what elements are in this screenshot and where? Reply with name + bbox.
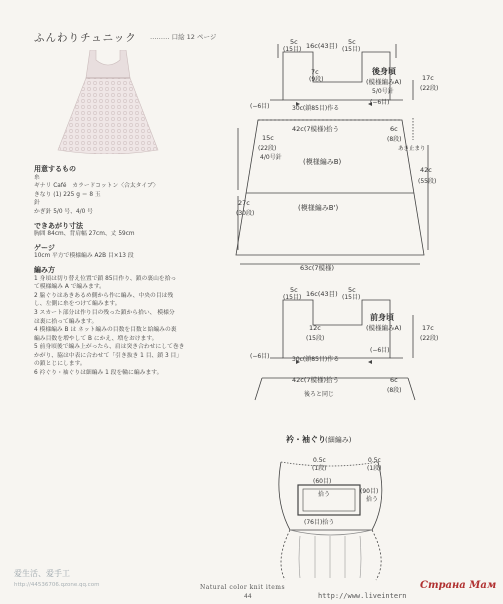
back-right-height: 17c [422, 74, 434, 82]
front-right-height-rows: (22段) [420, 335, 439, 342]
back-chain-base: 30c(鎖85目)作る [292, 105, 340, 112]
back-slit-label: あき止まり [398, 146, 426, 152]
front-pattern-a: (模様編みA) [366, 324, 402, 332]
back-shoulder-right-stitches: (15目) [342, 46, 361, 53]
back-right-42-rows: (55段) [418, 178, 437, 185]
front-shoulder-left: 5c [290, 286, 298, 294]
back-neck-drop-rows: (9段) [309, 76, 324, 83]
front-shoulder-right-stitches: (15目) [342, 294, 361, 301]
back-needle-5: 5/0号針 [372, 88, 394, 95]
back-title: 後身頃 [372, 67, 396, 76]
front-chain-base: 30c(鎖85目)作る [292, 356, 340, 363]
step-line: 1 身頃は切り替え位置で鎖 85目作り、鎖の裏山を拾っ [34, 275, 177, 282]
gauge-heading: ゲージ [34, 243, 55, 252]
edging-arm-90-pickup: 拾う [366, 496, 379, 503]
step-line: 編み目数を増やして B にかえ、増をおけます。 [34, 335, 158, 342]
front-title: 前身頃 [370, 313, 394, 322]
watermark-left-url: http://44536706.qzone.qq.com [14, 582, 100, 588]
steps-heading: 編み方 [34, 265, 55, 274]
back-bottom-width: 63c(7模様) [300, 264, 335, 272]
edging-left-05-rows: (1段) [312, 465, 327, 472]
page-reference: ……… 口絵 12 ページ [150, 33, 217, 41]
front-right-6c-rows: (8段) [387, 387, 402, 394]
back-pattern-b: (模様編みB) [303, 158, 342, 166]
step-line: て模様編み A で編みます。 [34, 284, 105, 291]
front-pickup-width: 42c(7模様)拾う [292, 376, 340, 384]
edging-right-05-rows: (1段) [367, 465, 382, 472]
edging-subtitle: (細編み) [325, 436, 352, 444]
back-armhole-left: (−6目) [250, 103, 270, 110]
watermark-left: 爱生活、爱手工 [14, 569, 70, 578]
finished-size-text: 胸囲 84cm、背肩幅 27cm、丈 59cm [34, 231, 135, 238]
back-left-15: 15c [262, 134, 274, 142]
back-right-6c-rows: (8段) [387, 136, 402, 143]
back-right-42: 42c [420, 166, 432, 174]
watermark-logo: Страна Мам [420, 580, 497, 591]
step-line: 5 前身頃後で編み上がったら、肩は突き合わせにして巻き [34, 344, 185, 351]
edging-neck-60-pickup: 拾う [318, 491, 331, 498]
back-pattern-b-prime: (模様編みB') [298, 204, 339, 212]
step-line: の鎖とじにします。 [34, 361, 86, 368]
edging-bottom-76: (76目)拾う [304, 519, 335, 526]
edging-arm-90: (90目) [360, 488, 379, 495]
front-neck-drop-rows: (15段) [306, 335, 325, 342]
back-left-27-rows: (30段) [236, 210, 255, 217]
back-right-6c: 6c [390, 125, 398, 133]
page-title: ふんわりチュニック [34, 32, 137, 44]
edging-neck [298, 485, 360, 515]
back-pickup-width: 42c(7模様)拾う [292, 125, 340, 133]
step-line: 4 模様編み B は ネット編みの目数を目数と給編みの裏 [34, 327, 177, 334]
back-left-27: 27c [238, 199, 250, 207]
back-shoulder-left: 5c [290, 38, 298, 46]
materials-line: 糸 [34, 174, 40, 181]
edging-right-05: 0.5c [368, 457, 381, 464]
back-pattern-a: (模様編みA) [366, 78, 402, 86]
front-shoulder-right: 5c [348, 286, 356, 294]
back-needle-4: 4/0号針 [260, 154, 282, 161]
back-left-15-rows: (22段) [258, 145, 277, 152]
back-neck-drop: 7c [311, 68, 319, 76]
step-line: し、左側に糸をつけて編みます。 [34, 301, 121, 308]
front-same-as-back: 後ろと同じ [304, 391, 335, 398]
edging-title: 衿・袖ぐり [286, 435, 326, 444]
footer-series: Natural color knit items [200, 584, 286, 591]
step-line: 3 スカート部分は作り目の残った鎖から拾い、 模様分 [34, 309, 175, 316]
materials-line: きなり (1) 225 g ＝ 8 玉 [34, 191, 101, 198]
edging-neck-60: (60目) [313, 478, 332, 485]
gauge-text: 10cm 平方で模様編み A2B 目×13 段 [34, 253, 134, 260]
materials-line: かぎ針 5/0 号、4/0 号 [34, 208, 93, 215]
step-line: 6 衿ぐり・袖ぐりは細編み 1 段を輪に編みます。 [34, 370, 163, 377]
front-neck-drop: 12c [309, 324, 321, 332]
back-neck-width: 16c(43目) [306, 42, 338, 50]
step-line: 2 脇ぐりはあきあるめ側から作に編み、中央の目は残 [34, 292, 174, 299]
back-right-height-rows: (22段) [420, 85, 439, 92]
front-right-height: 17c [422, 324, 434, 332]
finished-size-heading: できあがり寸法 [34, 221, 83, 230]
edging-left-05: 0.5c [313, 457, 326, 464]
back-armhole-right: (−6目) [370, 99, 390, 106]
front-neck-width: 16c(43目) [306, 290, 338, 298]
front-right-6c: 6c [390, 376, 398, 384]
materials-line: ギナリ Café カラードコットン〈合太タイプ〉 [34, 183, 159, 190]
back-shoulder-right: 5c [348, 38, 356, 46]
page-number: 44 [244, 593, 252, 600]
front-shoulder-left-stitches: (15目) [283, 294, 302, 301]
materials-heading: 用意するもの [34, 165, 76, 173]
front-armhole-right: (−6目) [370, 347, 390, 354]
step-line: は裏に拾って編みます。 [34, 318, 98, 325]
watermark-url: http://www.liveintern [318, 592, 407, 600]
front-armhole-left: (−6目) [250, 353, 270, 360]
back-shoulder-left-stitches: (15目) [283, 46, 302, 53]
step-line: かがり、脇は中表に合わせて「引き抜き 1 目、鎖 3 目」 [34, 352, 183, 359]
materials-line: 針 [34, 200, 40, 207]
